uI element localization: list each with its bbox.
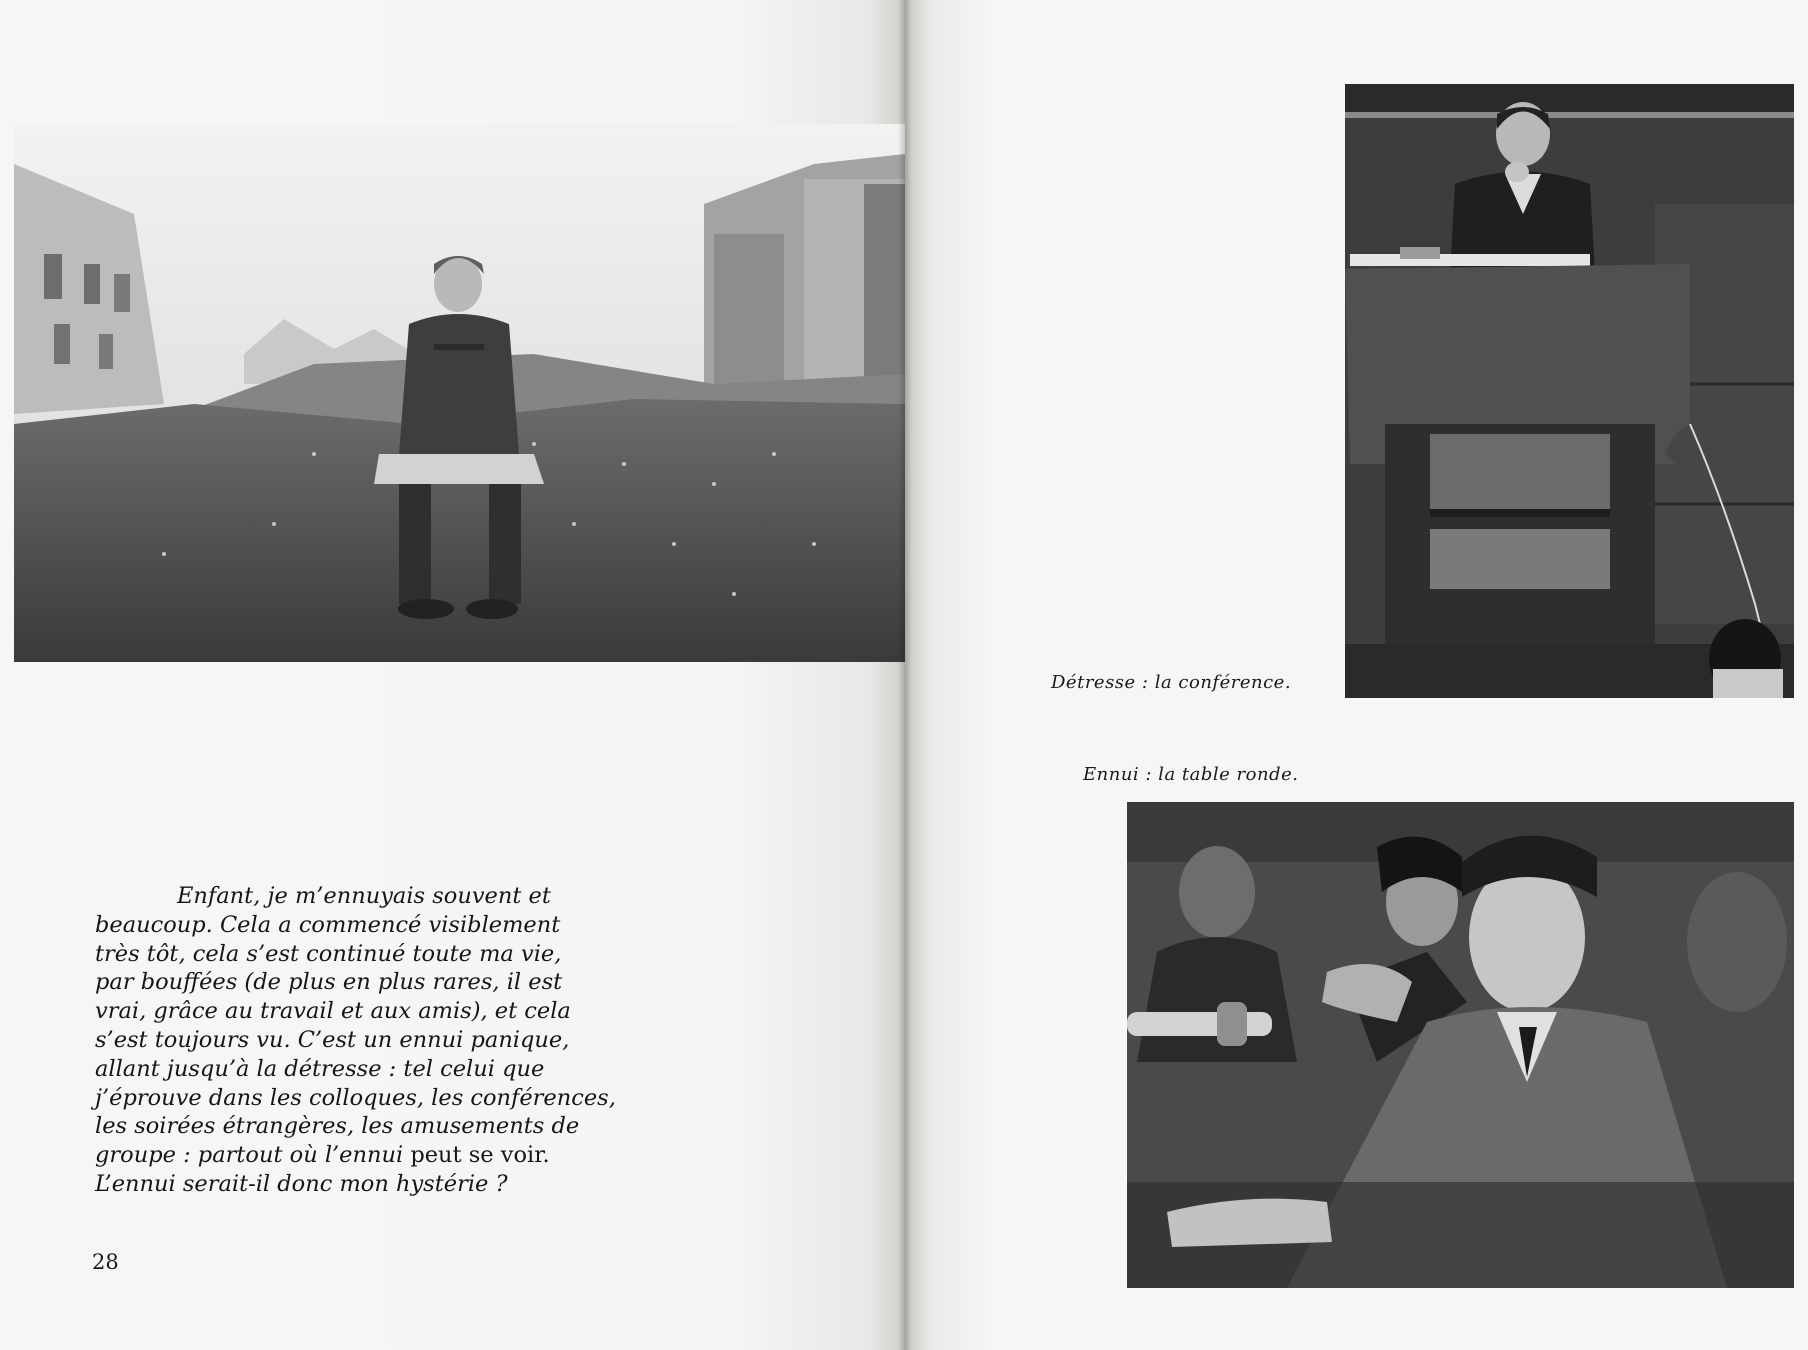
body-paragraph: [95, 882, 635, 1199]
text-line: L’ennui serait-il donc mon hystérie ?: [95, 1170, 508, 1197]
text-line: les soirées étrangères, les amusements de: [95, 1113, 580, 1140]
text-line: beaucoup. Cela a commencé visiblement: [95, 911, 561, 938]
text-line: groupe : partout où l’ennui peut se voir.: [95, 1142, 550, 1169]
text-line: très tôt, cela s’est continué toute ma vie,: [95, 940, 562, 967]
book-gutter: [898, 0, 912, 1350]
lecture-photo: [1345, 84, 1794, 698]
text-line: vrai, grâce au travail et aux amis), et cela: [95, 998, 571, 1025]
boy-photo: [14, 124, 905, 662]
text-line: s’est toujours vu. C’est un ennui panique,: [95, 1026, 570, 1053]
text-line: Enfant, je m’ennuyais souvent et: [177, 883, 551, 909]
right-page: [905, 0, 1808, 1350]
text-line: j’éprouve dans les colloques, les conférences,: [95, 1084, 616, 1111]
round-table-photo: [1127, 802, 1794, 1288]
text-line: par bouffées (de plus en plus rares, il est: [95, 969, 563, 996]
page-number: 28: [92, 1250, 119, 1274]
caption-top: Détresse : la conférence.: [1051, 672, 1292, 693]
text-line: allant jusqu’à la détresse : tel celui que: [95, 1055, 545, 1082]
caption-bottom: Ennui : la table ronde.: [1083, 764, 1299, 785]
